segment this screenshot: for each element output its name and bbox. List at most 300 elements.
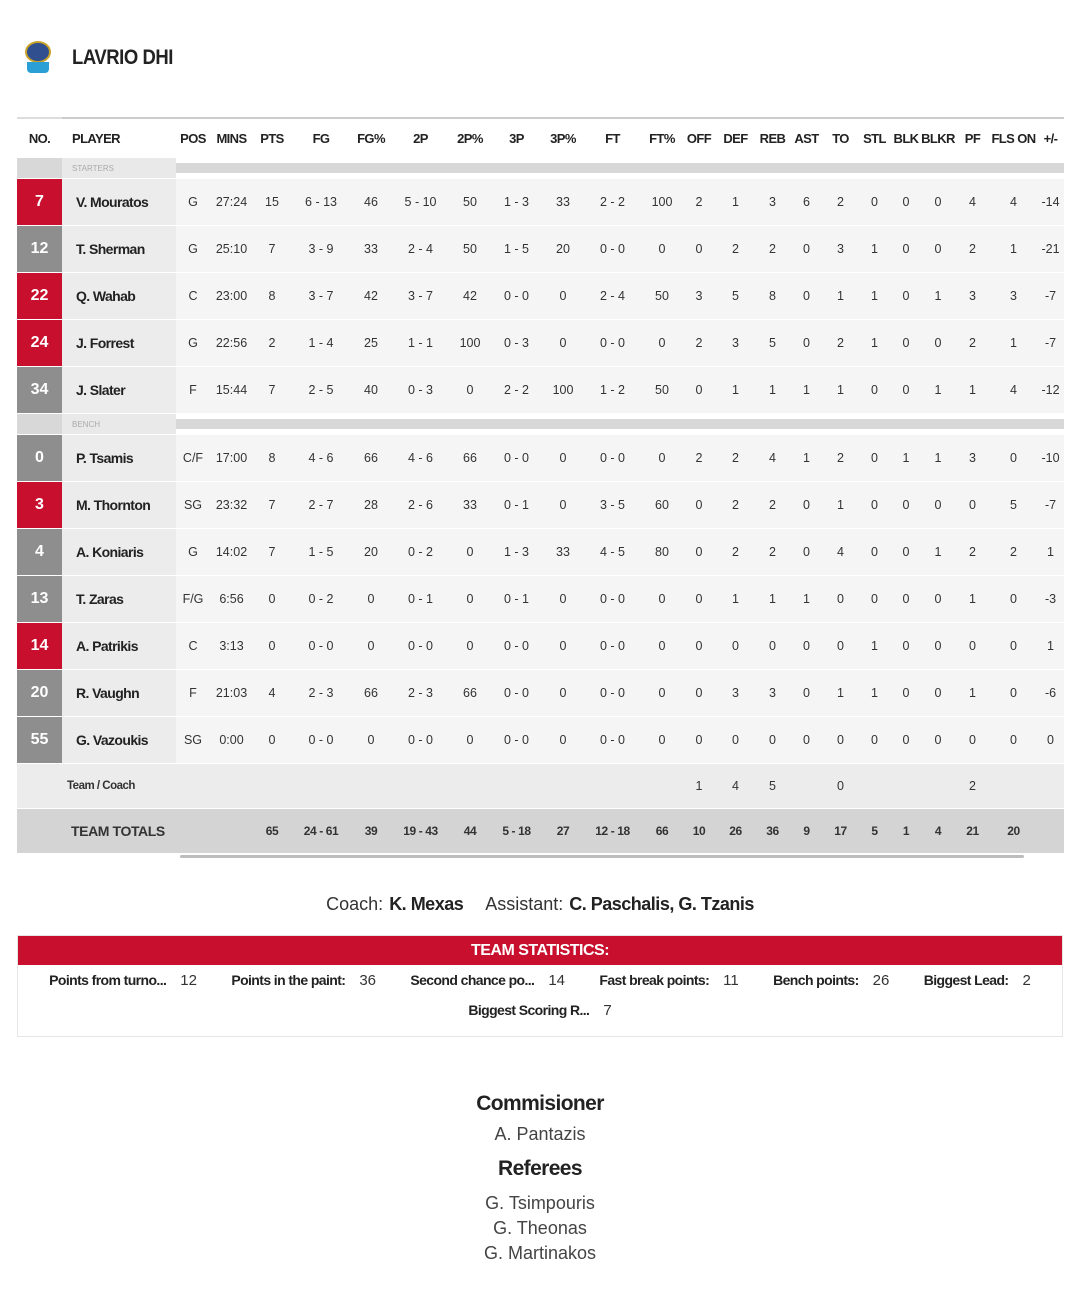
stat-cell: 3 - 7 [391, 273, 450, 320]
column-header[interactable]: NO. [28, 130, 51, 146]
column-header[interactable]: 2P [413, 130, 428, 146]
stat-cell: 0 [642, 576, 682, 623]
stat-cell: 2 [755, 482, 790, 529]
total-cell: 4 [921, 809, 955, 854]
total-cell: 26 [716, 809, 755, 854]
jersey-number: 7 [17, 179, 62, 226]
stat-cell: 1 [858, 670, 891, 717]
stat-cell: 4 [253, 670, 291, 717]
stat-cell: 50 [642, 273, 682, 320]
stat-cell: 2 - 7 [291, 482, 351, 529]
player-name-link[interactable]: V. Mouratos [62, 179, 176, 226]
stat-cell: 1 [955, 670, 990, 717]
stat-cell: 0 - 0 [490, 670, 543, 717]
stat-cell: 2 [716, 529, 755, 576]
team-header [24, 38, 187, 78]
stat-cell: 2 - 3 [291, 670, 351, 717]
section-label: BENCH [62, 414, 176, 435]
player-row[interactable] [17, 367, 1064, 414]
stat-cell: 2 [955, 226, 990, 273]
stat-cell: 1 [755, 576, 790, 623]
total-cell: 19 - 43 [391, 809, 450, 854]
player-name-link[interactable]: T. Sherman [62, 226, 176, 273]
team-stat-value: 2 [1022, 972, 1031, 989]
referees-section [0, 1157, 1080, 1264]
column-header[interactable]: PLAYER [72, 130, 120, 146]
column-header[interactable]: BLKR [921, 130, 955, 146]
jersey-number: 0 [17, 435, 62, 482]
stat-cell: 0 [955, 482, 990, 529]
player-row[interactable] [17, 670, 1064, 717]
stat-cell: 2 [955, 529, 990, 576]
referee-name: G. Theonas [493, 1218, 587, 1238]
stat-cell: 0 [450, 576, 490, 623]
stat-cell: 0 [823, 623, 858, 670]
stat-cell: 33 [543, 529, 583, 576]
stat-cell: 4 [823, 529, 858, 576]
coach-label: Coach: [326, 894, 384, 914]
team-totals-row [17, 809, 1064, 854]
player-row[interactable] [17, 529, 1064, 576]
jersey-number: 14 [17, 623, 62, 670]
total-cell: 21 [955, 809, 990, 854]
team-stat-value: 7 [603, 1002, 612, 1019]
stat-cell [391, 764, 450, 809]
stat-cell: 0:00 [210, 717, 253, 764]
player-row[interactable] [17, 623, 1064, 670]
stat-cell: 8 [253, 435, 291, 482]
stat-cell: 0 [790, 670, 823, 717]
stat-cell: 1 - 4 [291, 320, 351, 367]
stat-cell: 2 [755, 529, 790, 576]
stat-cell: 0 [858, 435, 891, 482]
stat-cell: 42 [450, 273, 490, 320]
stat-cell: 0 [921, 670, 955, 717]
stat-cell: 50 [642, 367, 682, 414]
column-header[interactable]: POS [180, 130, 206, 146]
team-statistics-panel [17, 935, 1063, 1037]
column-header[interactable]: MINS [216, 130, 247, 146]
stat-cell: 60 [642, 482, 682, 529]
stat-cell: 40 [351, 367, 391, 414]
stat-cell: 2 [716, 226, 755, 273]
stat-cell: 1 [921, 529, 955, 576]
stat-cell: 33 [450, 482, 490, 529]
total-cell: 20 [990, 809, 1037, 854]
stat-cell: 7 [253, 367, 291, 414]
stat-cell: 0 [858, 717, 891, 764]
player-name-link[interactable]: P. Tsamis [62, 435, 176, 482]
stat-cell: 0 [351, 623, 391, 670]
player-name-link[interactable]: T. Zaras [62, 576, 176, 623]
stat-cell: 21:03 [210, 670, 253, 717]
player-row[interactable] [17, 226, 1064, 273]
stat-cell: 0 [891, 320, 921, 367]
column-header[interactable]: 2P% [457, 130, 483, 146]
stat-cell: F [176, 367, 210, 414]
player-row[interactable] [17, 179, 1064, 226]
stat-cell: 0 - 1 [490, 482, 543, 529]
stat-cell: 14:02 [210, 529, 253, 576]
stat-cell: F [176, 670, 210, 717]
commissioner-name: A. Pantazis [494, 1124, 586, 1144]
stat-cell [990, 764, 1037, 809]
stat-cell: 6:56 [210, 576, 253, 623]
stat-cell: 0 [755, 717, 790, 764]
stat-cell: 0 [682, 482, 716, 529]
section-separator [17, 414, 1064, 435]
stat-cell: 4 - 6 [391, 435, 450, 482]
stat-cell: 0 - 3 [391, 367, 450, 414]
stat-cell: 0 [351, 576, 391, 623]
stat-cell: 1 [823, 273, 858, 320]
stat-cell: 0 [543, 623, 583, 670]
jersey-number: 4 [17, 529, 62, 576]
stat-cell: -7 [1037, 320, 1064, 367]
stat-cell: 0 - 0 [391, 623, 450, 670]
stat-cell: 0 [682, 623, 716, 670]
jersey-number: 22 [17, 273, 62, 320]
stat-cell: 28 [351, 482, 391, 529]
total-cell: 5 [858, 809, 891, 854]
stat-cell: 0 [955, 623, 990, 670]
column-header[interactable]: FLS ON [991, 130, 1036, 146]
stat-cell [642, 764, 682, 809]
stat-cell: 0 [891, 226, 921, 273]
stat-cell: 0 [990, 670, 1037, 717]
stat-cell: -12 [1037, 367, 1064, 414]
team-stat-value: 14 [548, 972, 566, 989]
stat-cell: 5 [990, 482, 1037, 529]
stat-cell: 66 [351, 435, 391, 482]
stat-cell: 0 [543, 717, 583, 764]
team-stat-item [773, 972, 889, 989]
stat-cell: 0 [642, 226, 682, 273]
referees-title: Referees [498, 1157, 582, 1180]
stat-cell: 1 [823, 482, 858, 529]
stat-cell [543, 764, 583, 809]
team-stat-item [468, 1002, 611, 1019]
column-header[interactable]: FG% [357, 130, 385, 146]
player-row[interactable] [17, 482, 1064, 529]
stat-cell: 2 [716, 435, 755, 482]
stat-cell: 0 [450, 717, 490, 764]
total-cell: 10 [682, 809, 716, 854]
stat-cell: 0 [891, 576, 921, 623]
jersey-number: 55 [17, 717, 62, 764]
stat-cell: 0 [253, 623, 291, 670]
column-header[interactable]: TO [832, 130, 849, 146]
stat-cell: 5 [716, 273, 755, 320]
box-score-table [17, 118, 1064, 854]
stat-cell: 0 [990, 717, 1037, 764]
stat-cell: 0 [253, 717, 291, 764]
stat-cell: 0 [891, 273, 921, 320]
player-name-link[interactable]: Q. Wahab [62, 273, 176, 320]
stat-cell: 25:10 [210, 226, 253, 273]
jersey-number: 12 [17, 226, 62, 273]
stat-cell: 0 [642, 320, 682, 367]
horizontal-scrollbar[interactable] [180, 855, 1024, 858]
player-row[interactable] [17, 717, 1064, 764]
stat-cell: 4 [755, 435, 790, 482]
section-separator [17, 158, 1064, 179]
stat-cell: 0 [990, 576, 1037, 623]
stat-cell: 1 [716, 367, 755, 414]
team-statistics-title: TEAM STATISTICS: [18, 936, 1062, 965]
jersey-number: 13 [17, 576, 62, 623]
referee-name: G. Martinakos [483, 1243, 597, 1263]
stat-cell: 1 [891, 435, 921, 482]
stat-cell: 4 [990, 179, 1037, 226]
stat-cell [253, 764, 291, 809]
stat-cell: 1 [823, 670, 858, 717]
team-stat-label: Bench points: [773, 972, 859, 988]
stat-cell: 2 - 2 [583, 179, 642, 226]
team-stat-label: Points in the paint: [231, 972, 346, 988]
stat-cell: 0 [891, 367, 921, 414]
stat-cell: 1 [921, 367, 955, 414]
stat-cell: 1 [921, 435, 955, 482]
stat-cell: 1 - 2 [583, 367, 642, 414]
stat-cell: 2 [253, 320, 291, 367]
stat-cell: 1 [990, 320, 1037, 367]
assistant-names: C. Paschalis, G. Tzanis [569, 894, 754, 914]
column-header[interactable]: FT [605, 130, 620, 146]
stat-cell: 0 [823, 717, 858, 764]
player-name-link[interactable]: M. Thornton [62, 482, 176, 529]
stat-cell: 0 [921, 717, 955, 764]
column-header[interactable]: PF [964, 130, 981, 146]
team-stat-item [410, 972, 565, 989]
player-name-link[interactable]: G. Vazoukis [62, 717, 176, 764]
stat-cell: 3 [955, 273, 990, 320]
stat-cell: 0 [682, 529, 716, 576]
player-row[interactable] [17, 320, 1064, 367]
stat-cell: 1 - 5 [490, 226, 543, 273]
stat-cell [450, 764, 490, 809]
stat-cell: 0 [543, 320, 583, 367]
stat-cell: 2 [682, 179, 716, 226]
jersey-number: 24 [17, 320, 62, 367]
team-stat-label: Biggest Lead: [923, 972, 1009, 988]
stat-cell [790, 764, 823, 809]
stat-cell: 0 [642, 623, 682, 670]
stat-cell: 2 - 4 [391, 226, 450, 273]
stat-cell: 2 [823, 435, 858, 482]
stat-cell: 0 [990, 435, 1037, 482]
stat-cell: 0 - 0 [291, 623, 351, 670]
stat-cell: 7 [253, 482, 291, 529]
player-name-link[interactable]: J. Forrest [62, 320, 176, 367]
stat-cell: 2 - 6 [391, 482, 450, 529]
stat-cell: 1 [1037, 529, 1064, 576]
column-header[interactable]: PTS [260, 130, 284, 146]
team-stat-value: 12 [180, 972, 197, 989]
stat-cell: 0 [790, 226, 823, 273]
total-cell: 5 - 18 [490, 809, 543, 854]
stat-cell: 50 [450, 226, 490, 273]
stat-cell: 3 [755, 179, 790, 226]
stat-cell: 2 - 2 [490, 367, 543, 414]
column-header[interactable]: FT% [649, 130, 675, 146]
stat-cell: 0 [543, 670, 583, 717]
column-header[interactable]: BLK [893, 130, 919, 146]
stat-cell: 1 [716, 576, 755, 623]
commissioner-title: Commisioner [476, 1092, 604, 1115]
stat-cell: 3 - 5 [583, 482, 642, 529]
total-cell [210, 809, 253, 854]
stat-cell: 3 [682, 273, 716, 320]
stat-cell: 1 - 5 [291, 529, 351, 576]
stat-cell: 0 [642, 435, 682, 482]
stat-cell: 4 - 5 [583, 529, 642, 576]
stat-cell: 0 [790, 482, 823, 529]
stat-cell: 100 [642, 179, 682, 226]
stat-cell: 0 [891, 717, 921, 764]
stat-cell: 100 [450, 320, 490, 367]
stat-cell: 0 [253, 576, 291, 623]
column-header[interactable]: REB [759, 130, 786, 146]
stat-cell: 0 - 0 [583, 576, 642, 623]
stat-cell: 8 [755, 273, 790, 320]
stat-cell: 0 - 1 [391, 576, 450, 623]
player-name-link[interactable]: R. Vaughn [62, 670, 176, 717]
stat-cell: 0 - 3 [490, 320, 543, 367]
stat-cell: 23:32 [210, 482, 253, 529]
stat-cell: 0 - 0 [583, 670, 642, 717]
stat-cell: -7 [1037, 482, 1064, 529]
total-cell: 24 - 61 [291, 809, 351, 854]
team-stat-label: Second chance po... [410, 972, 535, 988]
stat-cell [490, 764, 543, 809]
stat-cell: 0 [755, 623, 790, 670]
player-name-link[interactable]: J. Slater [62, 367, 176, 414]
team-stat-item [924, 972, 1031, 989]
stat-cell: 0 [642, 670, 682, 717]
commissioner-section [0, 1092, 1080, 1145]
stat-cell: -10 [1037, 435, 1064, 482]
team-totals-label: TEAM TOTALS [17, 809, 176, 854]
stat-cell: 0 - 0 [490, 273, 543, 320]
stat-cell: 3 - 7 [291, 273, 351, 320]
total-cell [176, 809, 210, 854]
jersey-number: 3 [17, 482, 62, 529]
stat-cell: 0 - 0 [291, 717, 351, 764]
stat-cell: 1 [682, 764, 716, 809]
stat-cell: 0 [858, 529, 891, 576]
coach-name: K. Mexas [389, 894, 464, 914]
stat-cell: 3 [990, 273, 1037, 320]
stat-cell: 0 - 0 [583, 435, 642, 482]
column-header[interactable]: 3P% [550, 130, 576, 146]
stat-cell: C/F [176, 435, 210, 482]
stat-cell: 1 [990, 226, 1037, 273]
team-stat-label: Fast break points: [599, 972, 710, 988]
stat-cell: 0 [450, 529, 490, 576]
player-row[interactable] [17, 435, 1064, 482]
stat-cell: 0 [921, 576, 955, 623]
stat-cell: 2 [955, 764, 990, 809]
stat-cell: 3 - 9 [291, 226, 351, 273]
stat-cell: 0 - 0 [583, 320, 642, 367]
stat-cell: 4 [716, 764, 755, 809]
player-name-link[interactable]: A. Patrikis [62, 623, 176, 670]
stat-cell: 1 [955, 367, 990, 414]
stat-cell: 22:56 [210, 320, 253, 367]
stat-cell: 0 [858, 482, 891, 529]
stat-cell: 2 [682, 320, 716, 367]
stat-cell: 0 [921, 320, 955, 367]
player-row[interactable] [17, 273, 1064, 320]
stat-cell: 50 [450, 179, 490, 226]
team-coach-label: Team / Coach [17, 764, 176, 809]
player-name-link[interactable]: A. Koniaris [62, 529, 176, 576]
stat-cell: 0 [990, 623, 1037, 670]
stat-cell: 2 [682, 435, 716, 482]
stat-cell: 100 [543, 367, 583, 414]
stat-cell: 2 [823, 179, 858, 226]
stat-cell [351, 764, 391, 809]
stat-cell [291, 764, 351, 809]
stat-cell: 3 [716, 670, 755, 717]
team-stat-value: 26 [872, 972, 890, 989]
stat-cell: 1 [790, 367, 823, 414]
stat-cell: 2 - 4 [583, 273, 642, 320]
stat-cell: 3:13 [210, 623, 253, 670]
stat-cell: 0 [682, 670, 716, 717]
stat-cell: 0 [891, 529, 921, 576]
stat-cell: 8 [253, 273, 291, 320]
column-header[interactable]: OFF [686, 130, 712, 146]
team-stat-label: Biggest Scoring R... [468, 1002, 590, 1018]
stat-cell: 1 - 1 [391, 320, 450, 367]
column-header[interactable]: +/- [1043, 130, 1058, 146]
column-header[interactable]: AST [794, 130, 819, 146]
column-header[interactable]: 3P [509, 130, 524, 146]
stat-cell: 25 [351, 320, 391, 367]
stat-cell: G [176, 179, 210, 226]
stat-cell: 17:00 [210, 435, 253, 482]
stat-cell: -7 [1037, 273, 1064, 320]
stat-cell: 0 [543, 576, 583, 623]
stat-cell: 0 [716, 717, 755, 764]
stat-cell: 0 [790, 320, 823, 367]
total-cell: 17 [823, 809, 858, 854]
stat-cell [858, 764, 891, 809]
player-row[interactable] [17, 576, 1064, 623]
column-header[interactable]: STL [863, 130, 886, 146]
stat-cell: 0 [682, 576, 716, 623]
stat-cell: 0 [543, 482, 583, 529]
stat-cell: 3 [755, 670, 790, 717]
jersey-number: 34 [17, 367, 62, 414]
column-header[interactable]: DEF [723, 130, 748, 146]
stat-cell: 0 [858, 576, 891, 623]
stat-cell: 1 [823, 367, 858, 414]
stat-cell: 2 [955, 320, 990, 367]
stat-cell: 3 [955, 435, 990, 482]
total-cell: 1 [891, 809, 921, 854]
stat-cell: -6 [1037, 670, 1064, 717]
stat-cell: 0 - 0 [583, 717, 642, 764]
total-cell: 12 - 18 [583, 809, 642, 854]
stat-cell: 3 [823, 226, 858, 273]
stat-cell: 0 [351, 717, 391, 764]
stat-cell: C [176, 623, 210, 670]
stat-cell: 46 [351, 179, 391, 226]
column-header[interactable]: FG [312, 130, 330, 146]
